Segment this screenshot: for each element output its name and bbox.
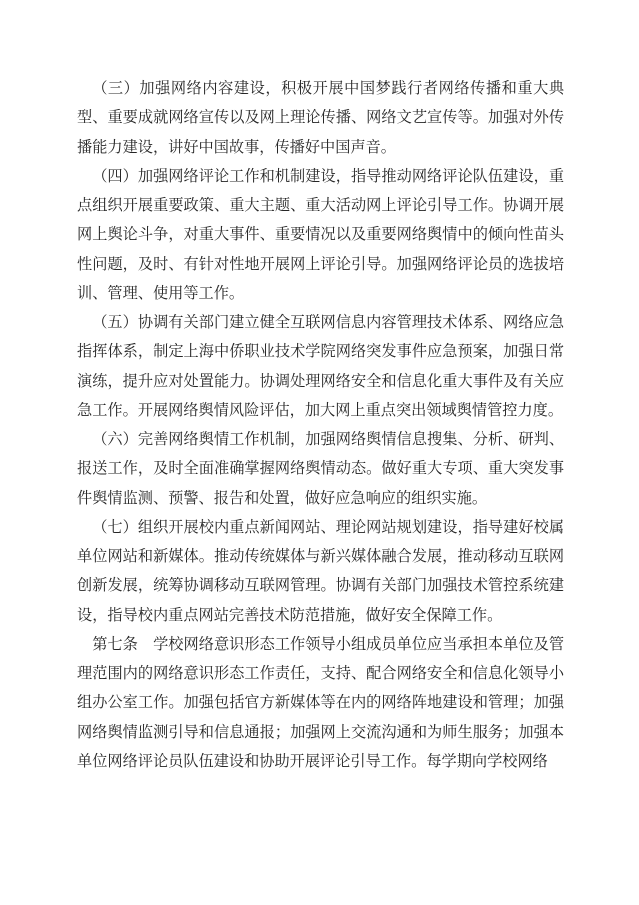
- paragraph-item-3: （三）加强网络内容建设，积极开展中国梦践行者网络传播和重大典型、重要成就网络宣传以及网上理论传播、网络文艺宣传等。加强对外传播能力建设，讲好中国故事，传播好中国声音。: [77, 80, 564, 156]
- paragraph-item-4: （四）加强网络评论工作和机制建设，指导推动网络评论队伍建设，重点组织开展重要政策、重大主题、重大活动网上评论引导工作。协调开展网上舆论斗争，对重大事件、重要情况以及重要网络舆情中的倾向性苗头性问题，及时、有针对性地开展网上评论引导。加强网络评论员的选拔培训、管理、使用等工作。: [77, 167, 564, 302]
- paragraph-item-6: （六）完善网络舆情工作机制，加强网络舆情信息搜集、分析、研判、报送工作，及时全面准确掌握网络舆情动态。做好重大专项、重大突发事件舆情监测、预警、报告和处置，做好应急响应的组织实施。: [77, 431, 564, 507]
- article-7-paragraph: 第七条 学校网络意识形态工作领导小组成员单位应当承担本单位及管理范围内的网络意识形态工作责任，支持、配合网络安全和信息化领导小组办公室工作。加强包括官方新媒体等在内的网络阵地建设和管理；加强网络舆情监测引导和信息通报；加强网上交流沟通和为师生服务；加强本单位网络评论员队伍建设和协助开展评论引导工作。每学期向学校网络: [77, 635, 564, 770]
- paragraph-item-7: （七）组织开展校内重点新闻网站、理论网站规划建设，指导建好校属单位网站和新媒体。推动传统媒体与新兴媒体融合发展，推动移动互联网创新发展，统筹协调移动互联网管理。协调有关部门加强技术管控系统建设，指导校内重点网站完善技术防范措施，做好安全保障工作。: [77, 518, 564, 624]
- paragraph-item-5: （五）协调有关部门建立健全互联网信息内容管理技术体系、网络应急指挥体系，制定上海中侨职业技术学院网络突发事件应急预案，加强日常演练，提升应对处置能力。协调处理网络安全和信息化重大事件及有关应急工作。开展网络舆情风险评估，加大网上重点突出领域舆情管控力度。: [77, 314, 564, 419]
- document-body: [77, 74, 564, 776]
